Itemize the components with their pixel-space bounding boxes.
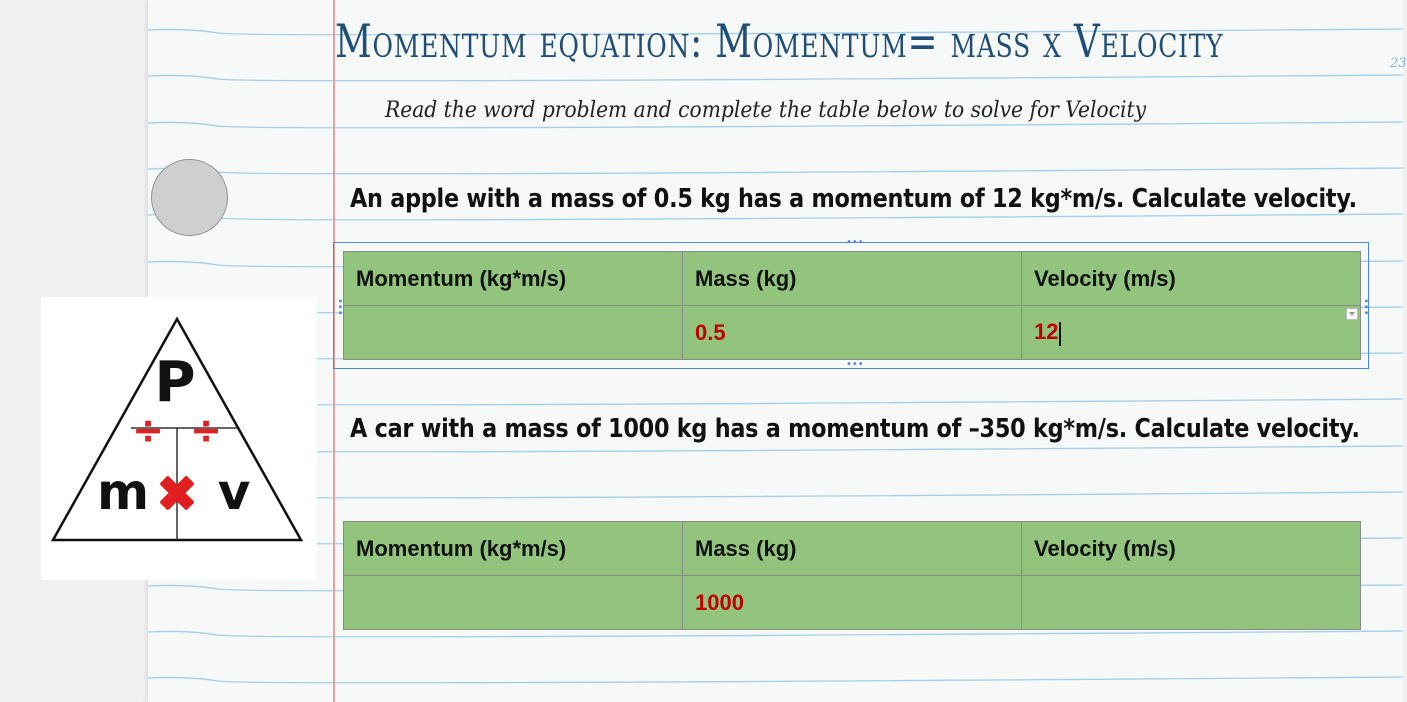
triangle-v-label: v xyxy=(217,463,251,521)
cell-velocity[interactable] xyxy=(1022,576,1361,630)
table-selection-box[interactable] xyxy=(333,237,1371,370)
ruled-line xyxy=(148,677,1403,683)
table-header-row xyxy=(344,522,1361,576)
triangle-m-label: m xyxy=(96,463,150,521)
chevron-down-icon[interactable] xyxy=(1346,308,1358,320)
table-value-row xyxy=(344,576,1361,630)
cell-momentum[interactable] xyxy=(344,576,683,630)
cell-velocity[interactable]: 12 xyxy=(1022,306,1361,360)
resize-handle-top[interactable]: ••• xyxy=(846,237,864,248)
header-velocity[interactable]: Velocity (m/s) xyxy=(1022,522,1361,576)
ruled-line xyxy=(148,214,1403,220)
formula-triangle-card[interactable] xyxy=(41,297,317,580)
ruled-line xyxy=(148,75,1403,81)
word-problem-2: A car with a mass of 1000 kg has a momentum of –350 kg*m/s. Calculate velocity. xyxy=(350,414,1360,444)
word-problem-1: An apple with a mass of 0.5 kg has a momentum of 12 kg*m/s. Calculate velocity. xyxy=(350,184,1357,214)
header-mass[interactable]: Mass (kg) xyxy=(683,522,1022,576)
header-momentum[interactable]: Momentum (kg*m/s) xyxy=(344,252,683,306)
triangle-divide-right: ÷ xyxy=(190,408,222,452)
header-mass[interactable]: Mass (kg) xyxy=(683,252,1022,306)
cell-mass[interactable]: 1000 xyxy=(683,576,1022,630)
resize-handle-bottom[interactable]: ••• xyxy=(846,359,864,370)
ruled-line xyxy=(148,399,1403,405)
resize-handle-left[interactable]: ••• xyxy=(334,298,345,316)
momentum-table-2[interactable] xyxy=(343,521,1361,630)
triangle-p-label: P xyxy=(154,350,196,415)
binder-hole xyxy=(151,159,228,236)
formula-triangle xyxy=(41,297,317,580)
triangle-divide-left: ÷ xyxy=(132,408,164,452)
header-velocity[interactable]: Velocity (m/s) xyxy=(1022,252,1361,306)
page-title: Momentum equation: Momentum= mass x Velocity xyxy=(335,14,1224,68)
ruled-line xyxy=(148,631,1403,637)
ruled-line xyxy=(148,446,1403,452)
instruction-text: Read the word problem and complete the table below to solve for Velocity xyxy=(385,98,1147,123)
ruled-line xyxy=(148,492,1403,498)
cell-mass[interactable]: 0.5 xyxy=(683,306,1022,360)
ruled-line xyxy=(148,168,1403,174)
page-number: 23 xyxy=(1390,56,1407,71)
header-momentum[interactable]: Momentum (kg*m/s) xyxy=(344,522,683,576)
resize-handle-right[interactable]: ••• xyxy=(1360,298,1371,316)
